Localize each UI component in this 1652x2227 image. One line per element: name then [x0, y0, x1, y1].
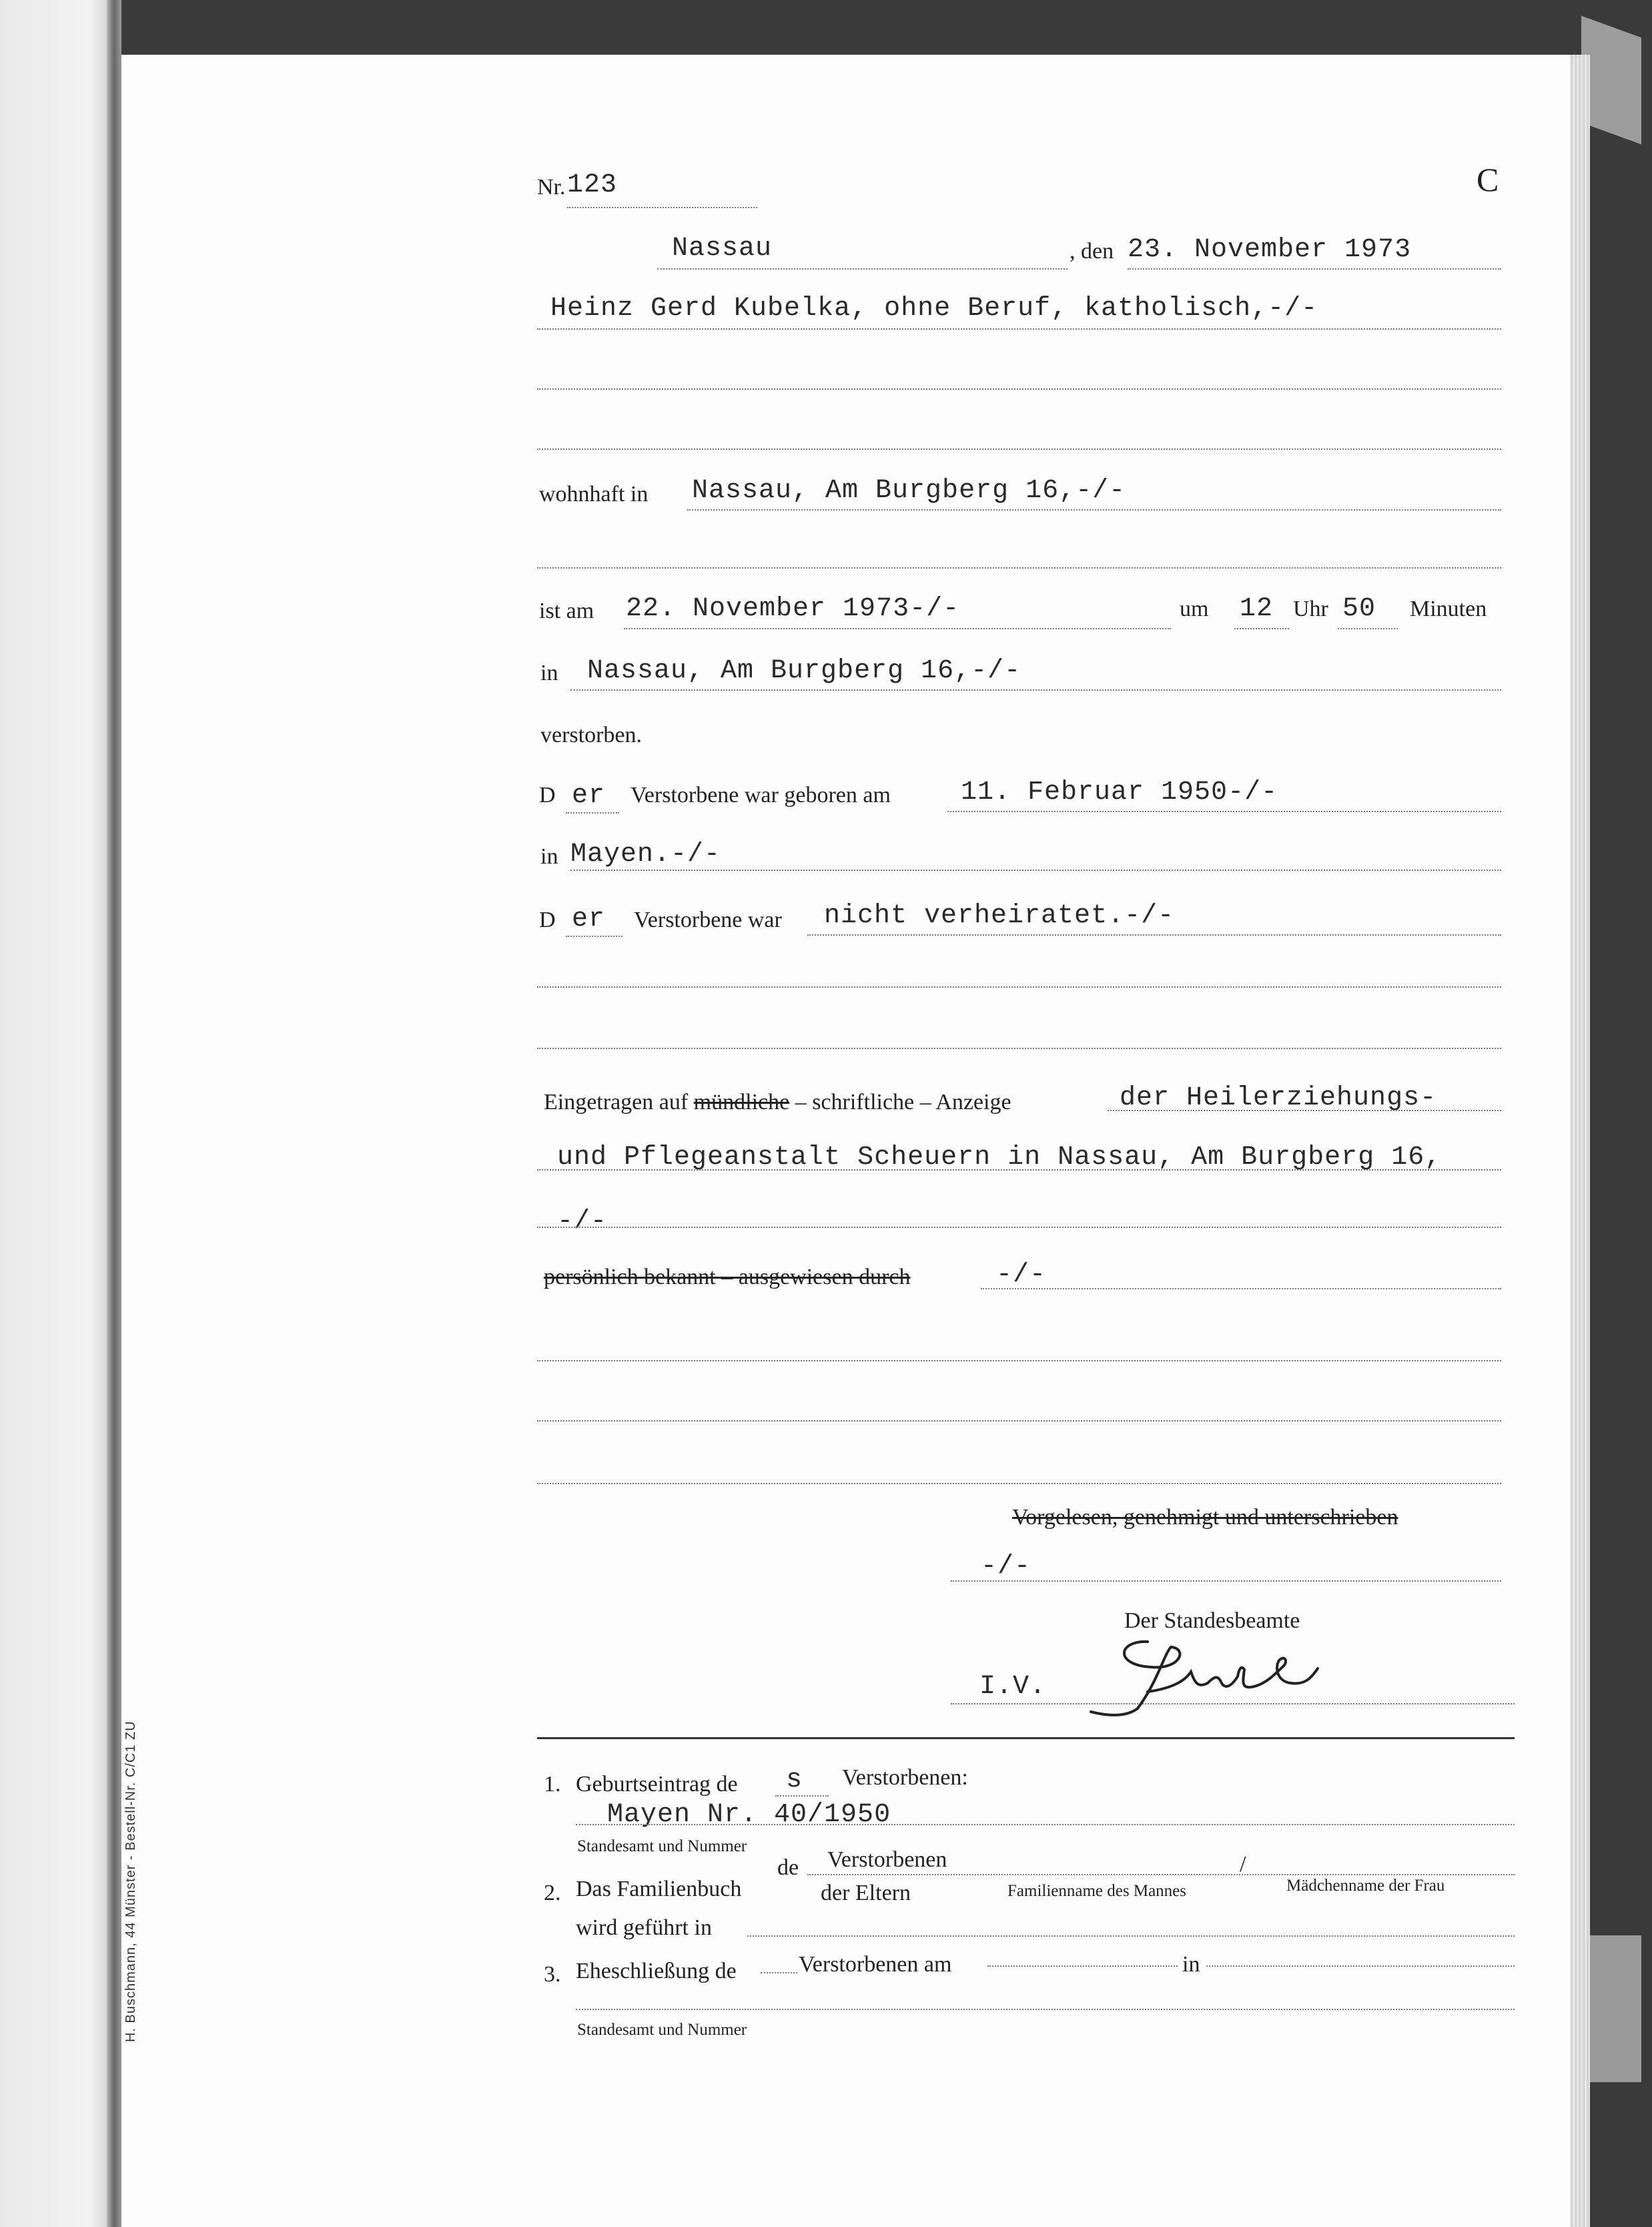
married-suffix: er: [572, 904, 606, 934]
residence-line: [687, 509, 1501, 511]
note3-date-line: [987, 1965, 1178, 1967]
note2-line: [807, 1874, 1515, 1875]
nr-value: 123: [567, 170, 618, 200]
residence-value: Nassau, Am Burgberg 16,-/-: [692, 476, 1126, 506]
note3-place-line: [1206, 1965, 1515, 1967]
death-place-line: [570, 689, 1501, 691]
registration-struck-option: mündliche: [693, 1090, 790, 1115]
note2-option-deceased: Verstorbenen: [827, 1847, 947, 1872]
date-line: [1128, 268, 1501, 270]
note2-kept-label: wird geführt in: [576, 1915, 712, 1940]
left-facing-page: [0, 0, 112, 2227]
identity-line: [981, 1288, 1501, 1289]
place-value: Nassau: [672, 234, 773, 264]
note2-caption-wife: Mädchenname der Frau: [1286, 1877, 1445, 1895]
died-label: ist am: [539, 599, 594, 623]
blank-line-5: [537, 1048, 1501, 1049]
official-title: Der Standesbeamte: [1124, 1608, 1300, 1633]
registration-value-1: der Heilerziehungs-: [1120, 1083, 1437, 1113]
section-divider: [537, 1737, 1515, 1739]
hour-value: 12: [1240, 594, 1274, 624]
minute-value: 50: [1342, 594, 1376, 624]
note1-label2: Verstorbenen:: [842, 1765, 968, 1790]
married-d: D: [539, 908, 556, 932]
note2-slash: /: [1240, 1852, 1246, 1877]
died-date-line: [624, 628, 1171, 629]
note1-suffix: s: [786, 1765, 803, 1795]
blank-line-1: [537, 388, 1501, 390]
born-place: Mayen.-/-: [570, 840, 721, 870]
time-um-label: um: [1180, 597, 1209, 621]
printer-imprint: H. Buschmann, 44 Münster - Bestell-Nr. C/C1 ZU: [123, 1720, 138, 2042]
born-date-line: [947, 811, 1501, 812]
cover-corner-bottom: [1581, 1935, 1641, 2082]
read-approved-line: [951, 1580, 1501, 1582]
person-line: [537, 328, 1501, 330]
death-place-value: Nassau, Am Burgberg 16,-/-: [587, 656, 1021, 686]
note2-label: Das Familienbuch: [576, 1877, 742, 1901]
born-suffix: er: [572, 781, 606, 811]
born-d: D: [539, 783, 556, 808]
page-stack-edge: [1570, 55, 1590, 2227]
note2-caption-husband: Familienname des Mannes: [1007, 1882, 1186, 1900]
place-line: [657, 268, 1068, 270]
registration-line-2: [537, 1169, 1501, 1171]
registration-value-2: und Pflegeanstalt Scheuern in Nassau, Am Burgberg 16,: [557, 1143, 1442, 1173]
note2-number: 2.: [544, 1881, 561, 1905]
hour-line: [1234, 628, 1289, 629]
married-suffix-line: [566, 936, 623, 937]
iv-label: I.V.: [979, 1672, 1047, 1702]
official-signature: [1084, 1628, 1351, 1722]
registration-line-1: [1108, 1110, 1501, 1111]
note1-caption: Standesamt und Nummer: [577, 1837, 747, 1855]
blank-line-7: [537, 1420, 1501, 1421]
note1-value: Mayen Nr. 40/1950: [607, 1800, 891, 1830]
note1-line: [576, 1824, 1515, 1825]
died-date: 22. November 1973-/-: [626, 594, 960, 624]
date-label: , den: [1070, 239, 1114, 264]
minuten-label: Minuten: [1410, 597, 1487, 621]
form-letter: C: [1477, 161, 1499, 198]
note3-label2: Verstorbenen am: [799, 1952, 952, 1977]
identity-value: -/-: [996, 1260, 1047, 1290]
residence-label: wohnhaft in: [539, 482, 649, 507]
note1-label: Geburtseintrag de: [576, 1772, 738, 1797]
nr-label: Nr.: [537, 175, 566, 200]
born-date: 11. Februar 1950-/-: [961, 777, 1278, 808]
note2-kept-line: [747, 1935, 1515, 1937]
death-place-label: in: [540, 661, 558, 685]
verstorben-label: verstorben.: [540, 723, 643, 747]
married-label: Verstorbene war: [634, 908, 782, 932]
born-suffix-line: [566, 812, 619, 814]
note3-in-label: in: [1182, 1952, 1200, 1977]
registration-label-suffix: – schriftliche – Anzeige: [789, 1090, 1011, 1115]
born-place-line: [570, 870, 1501, 871]
identity-struck-label: persönlich bekannt – ausgewiesen durch: [544, 1265, 911, 1289]
blank-line-3: [537, 567, 1501, 569]
nr-line: [567, 207, 757, 208]
read-approved-value: -/-: [981, 1552, 1031, 1582]
blank-line-2: [537, 448, 1501, 450]
book-gutter: [107, 0, 121, 2227]
blank-line-8: [537, 1483, 1501, 1484]
note1-number: 1.: [544, 1772, 561, 1797]
born-in-label: in: [540, 844, 558, 869]
registration-label-prefix: Eingetragen auf: [544, 1090, 694, 1115]
note3-line: [576, 2009, 1515, 2010]
cover-corner-top: [1581, 16, 1641, 145]
note3-caption: Standesamt und Nummer: [577, 2021, 747, 2039]
date-value: 23. November 1973: [1128, 235, 1412, 265]
married-line: [807, 934, 1501, 936]
note3-suffix-line: [761, 1972, 797, 1973]
uhr-label: Uhr: [1293, 597, 1328, 621]
note3-number: 3.: [544, 1962, 561, 1987]
note1-suffix-line: [775, 1795, 829, 1797]
read-approved-struck-label: Vorgelesen, genehmigt und unterschrieben: [1012, 1505, 1398, 1530]
person-value: Heinz Gerd Kubelka, ohne Beruf, katholisch,-/-: [550, 294, 1318, 324]
blank-line-4: [537, 986, 1501, 988]
married-value: nicht verheiratet.-/-: [824, 901, 1175, 931]
blank-line-6: [537, 1360, 1501, 1361]
note2-option-parents: der Eltern: [821, 1881, 911, 1905]
registration-label: [544, 1090, 1011, 1115]
born-label: Verstorbene war geboren am: [631, 783, 891, 808]
registration-line-3: [537, 1227, 1501, 1228]
note3-label: Eheschließung de: [576, 1959, 737, 1983]
registration-value-3: -/-: [557, 1207, 608, 1237]
minute-line: [1338, 628, 1398, 629]
note2-de: de: [777, 1855, 799, 1880]
